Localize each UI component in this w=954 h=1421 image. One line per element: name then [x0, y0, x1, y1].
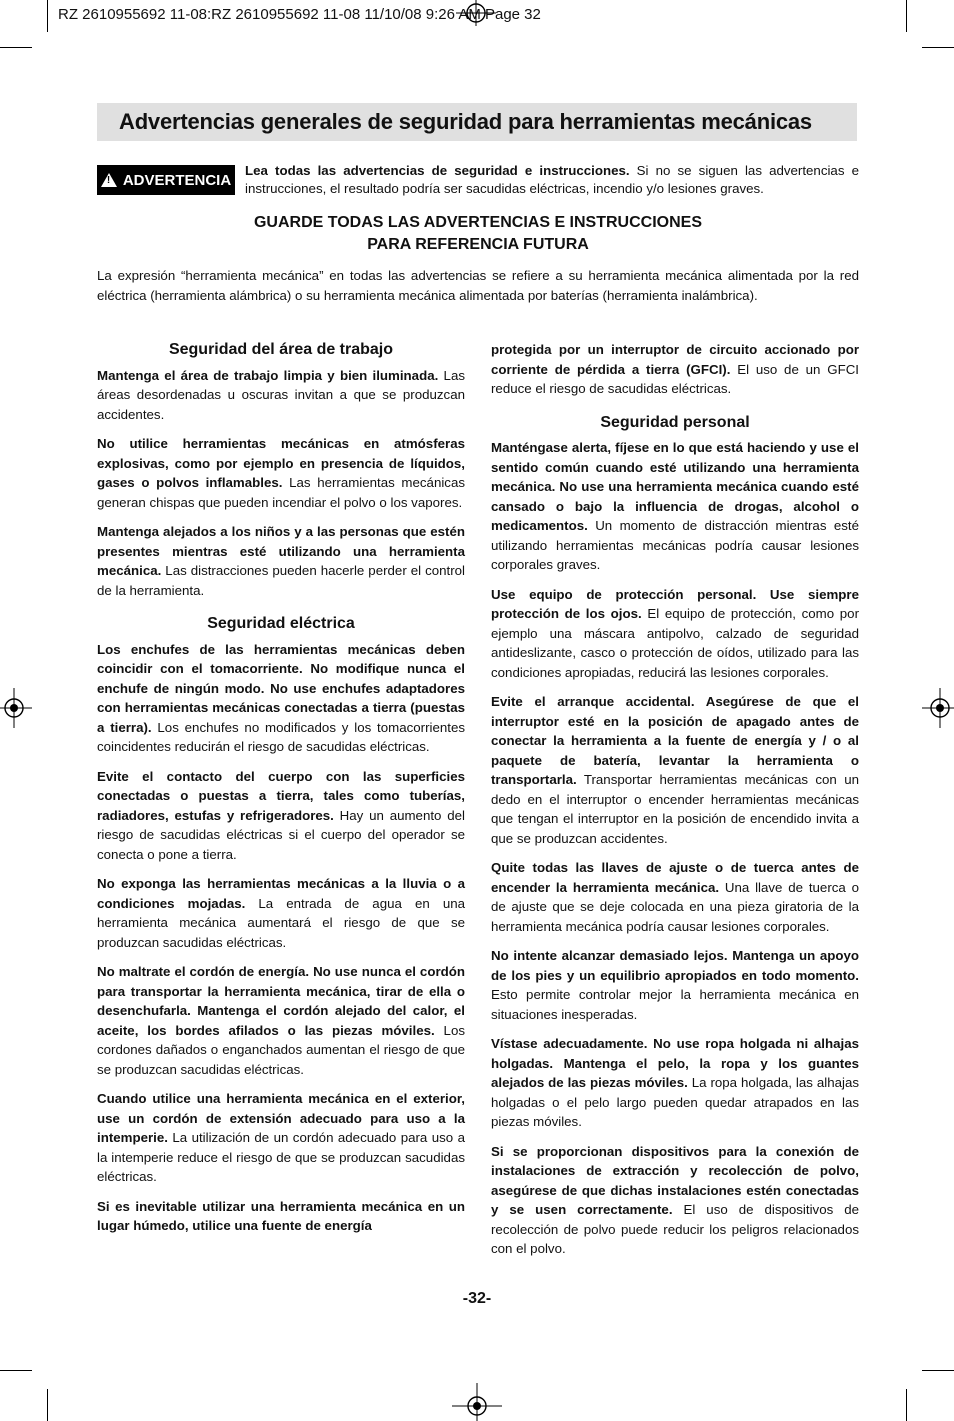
paragraph-bold: protegida por un interruptor de circuito accionado por corriente de pérdida a tierra (GFCI).: [491, 342, 859, 377]
paragraph-bold: Manténgase alerta, fíjese en lo que está haciendo y use el sentido común cuando esté utilizando una herramienta mecánica. No use una herramienta mecánica cuando esté cansado o bajo la influencia de drogas, alcohol o medicamentos.: [491, 440, 859, 533]
paragraph-text: El equipo de protección, como por ejemplo una máscara antipolvo, calzado de seguridad antideslizante, casco o protección de oídos, utilizado para las condiciones apropiadas, reducirá las lesiones corporales.: [491, 606, 859, 680]
paragraph-bold: Mantenga alejados a los niños y a las personas que estén presentes mientras esté utilizando una herramienta mecánica.: [97, 524, 465, 578]
paragraph-text: Transportar herramientas mecánicas con un dedo en el interruptor o encender herramientas mecánicas que tengan el interruptor en la posición de encendido invita a que se produzcan accidentes.: [491, 772, 859, 846]
paragraph-bold: Evite el arranque accidental. Asegúrese de que el interruptor esté en la posición de apagado antes de conectar la herramienta a la fuente de energía y / o al paquete de batería, levantar la herramienta o transportarla.: [491, 694, 859, 787]
paragraph-text: Los cordones dañados o enganchados aumentan el riesgo de que se produzcan sacudidas eléctricas.: [97, 1022, 465, 1077]
paragraph-bold: No exponga las herramientas mecánicas a la lluvia o a condiciones mojadas.: [97, 876, 465, 911]
paragraph-text: Un momento de distracción mientras esté utilizando herramientas mecánicas podría causar lesiones corporales graves.: [491, 518, 859, 572]
heading-work-area: Seguridad del área de trabajo: [168, 341, 394, 358]
paragraph-bold: No intente alcanzar demasiado lejos. Mantenga un apoyo de los pies y un equilibrio apropiados en todo momento.: [491, 948, 859, 983]
paragraph: [97, 962, 465, 1079]
paragraph-text: El uso de un GFCI reduce el riesgo de sacudidas eléctricas.: [491, 361, 859, 396]
left-column: [97, 340, 465, 1246]
crop-mark-tr-v: [906, 0, 907, 32]
right-column: [491, 340, 859, 1269]
paragraph-bold: Quite todas las llaves de ajuste o de tuerca antes de encender la herramienta mecánica.: [491, 860, 859, 895]
paragraph: [97, 1089, 465, 1187]
paragraph: [97, 640, 465, 757]
warning-badge-label: ADVERTENCIA: [122, 171, 232, 189]
paragraph: [491, 946, 859, 1024]
crop-mark-bl-h: [0, 1370, 32, 1371]
paragraph: [491, 438, 859, 575]
page-number: -32-: [462, 1290, 492, 1307]
crop-mark-tl-h: [0, 47, 32, 48]
warning-badge: [97, 165, 235, 195]
save-instructions: [97, 212, 859, 256]
paragraph: [97, 434, 465, 512]
paragraph-bold: Mantenga el área de trabajo limpia y bien iluminada.: [97, 367, 439, 383]
paragraph-text: Las distracciones pueden hacerle perder el control de la herramienta.: [97, 563, 465, 598]
paragraph-text: Los enchufes no modificados y los tomacorrientes coincidentes reducirán el riesgo de sacudidas eléctricas.: [97, 719, 465, 754]
warning-body: Si no se siguen las advertencias e instrucciones, el resultado podría ser sacudidas eléctricas, incendio y/o lesiones graves.: [245, 163, 859, 196]
save-line-1: GUARDE TODAS LAS ADVERTENCIAS E INSTRUCCIONES: [253, 214, 703, 231]
warning-triangle-icon: [101, 173, 117, 187]
heading-personal: Seguridad personal: [600, 413, 750, 431]
paragraph-text: La entrada de agua en una herramienta mecánica aumentará el riesgo de que se produzcan sacudidas eléctricas.: [97, 895, 466, 950]
crop-mark-bl-v: [47, 1389, 48, 1421]
paragraph: [97, 522, 465, 600]
registration-mark-top-icon: [456, 0, 496, 26]
paragraph-text: Las herramientas mecánicas generan chispas que pueden incendiar el polvo o los vapores.: [97, 475, 465, 510]
paragraph: [491, 1142, 859, 1259]
page-title: Advertencias generales de seguridad para herramientas mecánicas: [119, 109, 812, 134]
paragraph-text: Esto permite controlar mejor la herramienta mecánica en situaciones inesperadas.: [491, 987, 859, 1022]
paragraph-text: Las áreas desordenadas u oscuras invitan a que se produzcan accidentes.: [97, 367, 465, 422]
heading-electrical: Seguridad eléctrica: [207, 615, 355, 632]
paragraph-text: Una llave de tuerca o de ajuste que se deje colocada en una pieza giratoria de la herramienta mecánica podría causar lesiones corporales.: [491, 879, 859, 934]
paragraph: [491, 858, 859, 936]
paragraph: [97, 874, 465, 952]
intro-paragraph: La expresión “herramienta mecánica” en todas las advertencias se refiere a su herramienta mecánica alimentada por la red eléctrica (herramienta alámbrica) o su herramienta mecánica alimentada por baterías (herramienta inalámbrica).: [97, 268, 859, 303]
paragraph-bold: Vístase adecuadamente. No use ropa holgada ni alhajas holgadas. Mantenga el pelo, la ropa y los guantes alejados de las piezas móviles.: [491, 1036, 859, 1090]
paragraph: [97, 366, 465, 425]
paragraph-text: La utilización de un cordón adecuado para uso a la intemperie reduce el riesgo de que se produzcan sacudidas eléctricas.: [97, 1130, 465, 1184]
crop-mark-tr-h: [922, 47, 954, 48]
paragraph: [491, 692, 859, 848]
title-bar: [97, 103, 857, 141]
crop-mark-br-h: [922, 1370, 954, 1371]
paragraph: [491, 1034, 859, 1132]
paragraph: [97, 1197, 465, 1236]
save-line-2: PARA REFERENCIA FUTURA: [367, 236, 589, 253]
paragraph: [491, 585, 859, 683]
warning-bold: Lea todas las advertencias de seguridad e instrucciones.: [245, 163, 630, 178]
paragraph-text: Hay un aumento del riesgo de sacudidas eléctricas si el cuerpo del operador se conecta o pone a tierra.: [97, 807, 465, 862]
paragraph-bold: Si es inevitable utilizar una herramienta mecánica en un lugar húmedo, utilice una fuente de energía: [97, 1198, 465, 1233]
print-slug: RZ 2610955692 11-08:RZ 2610955692 11-08 11/10/08 9:26 AM Page 32: [58, 6, 541, 23]
paragraph-bold: Evite el contacto del cuerpo con las superficies conectadas o puestas a tierra, tales como tuberías, radiadores, estufas y refrigeradores.: [97, 768, 465, 823]
paragraph: [97, 767, 465, 865]
paragraph-bold: Use equipo de protección personal. Use siempre protección de los ojos.: [491, 586, 859, 621]
paragraph-bold: No maltrate el cordón de energía. No use nunca el cordón para transportar la herramienta mecánica, tirar de ella o desenchufarla. Mantenga el cordón alejado del calor, el aceite, los bordes afilados o las piezas móviles.: [97, 964, 465, 1038]
warning-text: [245, 162, 859, 198]
paragraph-bold: Cuando utilice una herramienta mecánica en el exterior, use un cordón de extensión adecuado para uso a la intemperie.: [97, 1091, 465, 1145]
crop-mark-tl-v: [47, 0, 48, 32]
paragraph-text: La ropa holgada, las alhajas holgadas o el pelo largo pueden quedar atrapados en las piezas móviles.: [491, 1075, 859, 1129]
paragraph: [491, 340, 859, 399]
paragraph-bold: No utilice herramientas mecánicas en atmósferas explosivas, como por ejemplo en presencia de líquidos, gases o polvos inflamables.: [97, 436, 465, 490]
paragraph-bold: Los enchufes de las herramientas mecánicas deben coincidir con el tomacorriente. No modifique nunca el enchufe de ningún modo. No use enchufes adaptadores con herramientas mecánicas conectadas a tierra (puestas a tierra).: [97, 641, 465, 735]
paragraph-bold: Si se proporcionan dispositivos para la conexión de instalaciones de extracción y recolección de polvo, asegúrese de que dichas instalaciones estén conectadas y se usen correctamente.: [491, 1143, 859, 1217]
registration-mark-bottom-icon: [452, 1383, 502, 1421]
registration-mark-right-icon: [922, 688, 954, 728]
paragraph-text: El uso de dispositivos de recolección de polvo puede reducir los peligros relacionados con el polvo.: [491, 1202, 860, 1256]
crop-mark-br-v: [906, 1389, 907, 1421]
registration-mark-left-icon: [0, 688, 32, 728]
